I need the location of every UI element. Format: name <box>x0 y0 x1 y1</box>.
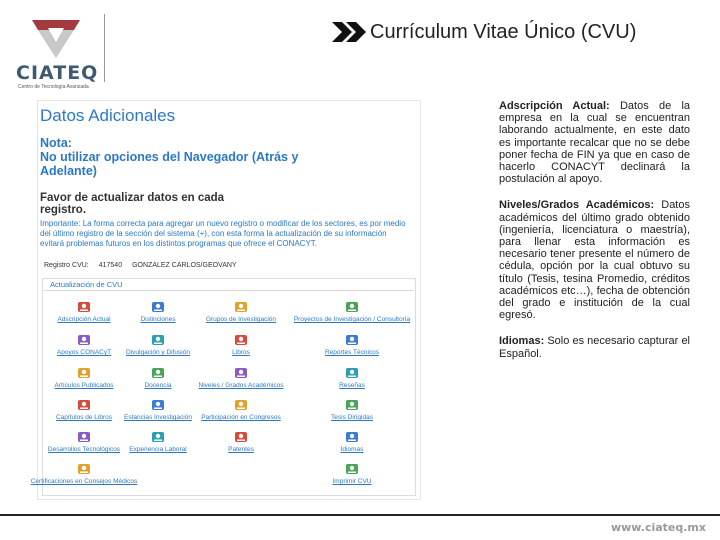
cvu-menu-item[interactable] <box>191 430 291 453</box>
cvu-menu-label[interactable]: Estancias Investigación <box>124 414 192 421</box>
note-block <box>40 136 310 178</box>
idiomas-text: Solo es necesario capturar el Español. <box>499 335 690 360</box>
cvu-section-icon <box>151 333 165 347</box>
cvu-menu-label[interactable]: Desarrollos Tecnológicos <box>47 446 121 453</box>
cvu-section-icon <box>151 366 165 380</box>
logo-triangle-icon <box>28 16 84 60</box>
cvu-menu-label[interactable]: Imprimir CVU <box>332 478 372 485</box>
cvu-menu-label[interactable]: Idiomas <box>340 446 364 453</box>
cvu-menu-label[interactable]: Participación en Congresos <box>201 414 281 421</box>
cvu-menu-label[interactable]: Divulgación y Difusión <box>126 349 190 356</box>
cvu-section-icon <box>77 462 91 476</box>
registro-row <box>44 262 237 269</box>
cvu-menu-label[interactable]: Reportes Técnicos <box>324 349 380 356</box>
cvu-menu-label[interactable]: Experiencia Laboral <box>129 446 187 453</box>
cvu-section-icon <box>345 430 359 444</box>
explanation-niveles <box>499 199 690 321</box>
registro-number: 417540 <box>98 262 123 269</box>
cvu-menu-label[interactable]: Proyectos de Investigación / Consultoría <box>293 316 411 323</box>
idiomas-label: Idiomas: <box>499 335 545 348</box>
cvu-section-icon <box>77 430 91 444</box>
cvu-menu-label[interactable]: Apoyos CONACyT <box>56 349 112 356</box>
adscripcion-text: Datos de la empresa en la cual se encuentran laborando actualmente, en este dato es importante recalcar que no se debe poner fecha de FIN ya que en caso de hacerlo CONACYT declinará la postulación al apoyo. <box>499 100 691 186</box>
cvu-menu-item[interactable] <box>302 398 402 421</box>
logo-wordmark: CIATEQ <box>16 62 99 84</box>
cvu-menu-item[interactable] <box>293 300 411 323</box>
cvu-section-icon <box>234 333 248 347</box>
ciateq-logo <box>14 12 104 94</box>
cvu-section-icon <box>345 300 359 314</box>
niveles-label: Niveles/Grados Académicos: <box>499 199 655 212</box>
footer-rule <box>0 514 720 516</box>
slide-header <box>330 20 636 44</box>
logo-tagline: Centro de Tecnología Avanzada <box>18 84 89 90</box>
cvu-menu-label[interactable]: Distinciones <box>140 316 176 323</box>
cvu-section-icon <box>151 430 165 444</box>
cvu-section-icon <box>345 398 359 412</box>
cvu-menu-label[interactable]: Docencia <box>144 382 172 389</box>
cvu-section-icon <box>234 430 248 444</box>
cvu-section-icon <box>234 398 248 412</box>
footer-url: www.ciateq.mx <box>610 521 706 534</box>
explanation-adscripcion <box>499 100 690 185</box>
cvu-section-icon <box>151 300 165 314</box>
cvu-section-icon <box>234 300 248 314</box>
cvu-section-icon <box>345 366 359 380</box>
cvu-menu-item[interactable] <box>191 398 291 421</box>
cvu-menu-item[interactable] <box>30 462 138 485</box>
cvu-menu-label[interactable]: Niveles / Grados Académicos <box>198 382 284 389</box>
explanation-idiomas <box>499 335 690 359</box>
cvu-section-icon <box>77 366 91 380</box>
cvu-menu-item[interactable] <box>302 430 402 453</box>
registro-name: GONZALEZ CARLOS/GEOVANY <box>132 262 237 269</box>
cvu-menu-label[interactable]: Reseñas <box>339 382 365 389</box>
niveles-text: Datos académicos del último grado obtenido (ingeniería, licenciatura o maestría), para llenar esta información es necesario tener presente el número de cédula, opción por la cual obtuvo su título (Tesis, tesina Promedio, créditos académicos etc…), fecha de obtención del grado e institución de la cual egresó. <box>499 199 690 322</box>
cvu-menu-item[interactable] <box>191 300 291 323</box>
cvu-section-icon <box>151 398 165 412</box>
cvu-section-icon <box>77 333 91 347</box>
cvu-menu-label[interactable]: Capítulos de Libros <box>55 414 112 421</box>
cvu-menu-label[interactable]: Certificaciones en Consejos Médicos <box>30 478 138 485</box>
cvu-menu-label[interactable]: Adscripción Actual <box>57 316 111 323</box>
cvu-menu-label[interactable]: Tesis Dirigidas <box>331 414 373 421</box>
cvu-section-icon <box>345 333 359 347</box>
cvu-menu-label[interactable]: Patentes <box>228 446 254 453</box>
double-chevron-icon <box>330 20 370 44</box>
registro-label: Registro CVU: <box>44 262 89 269</box>
cvu-menu-item[interactable] <box>302 333 402 356</box>
cvu-section-icon <box>234 366 248 380</box>
important-text: Importante: La forma correcta para agregar un nuevo registro o modificar de los sectores, es por medio del último registro de la sección del sistema (+), con esta forma la actualización de su información evitará problemas futuros en los distintos programas que ofrece el CONACYT. <box>40 219 406 248</box>
note-text: No utilizar opciones del Navegador (Atrás y Adelante) <box>40 150 299 178</box>
header-divider <box>104 14 105 82</box>
cvu-menu-item[interactable] <box>302 366 402 389</box>
cvu-menu-label[interactable]: Grupos de Investigación <box>205 316 277 323</box>
note-label: Nota: <box>40 136 72 150</box>
section-heading: Datos Adicionales <box>40 106 176 125</box>
adscripcion-label: Adscripción Actual: <box>499 100 610 112</box>
cvu-menu-item[interactable] <box>302 462 402 485</box>
cvu-section-icon <box>77 300 91 314</box>
cvu-section-icon <box>77 398 91 412</box>
cvu-menu-item[interactable] <box>191 366 291 389</box>
cvu-menu-label[interactable]: Libros <box>232 349 250 356</box>
cvu-menu-label[interactable]: Artículos Publicados <box>54 382 114 389</box>
update-reminder: Favor de actualizar datos en cada registro. <box>40 192 225 216</box>
explanation-column <box>499 100 690 374</box>
cvu-section-icon <box>345 462 359 476</box>
page-title: Currículum Vitae Único (CVU) <box>370 20 637 43</box>
cvu-menu-item[interactable] <box>191 333 291 356</box>
cvu-update-title: Actualización de CVU <box>50 280 123 289</box>
cvu-update-divider <box>44 290 414 291</box>
